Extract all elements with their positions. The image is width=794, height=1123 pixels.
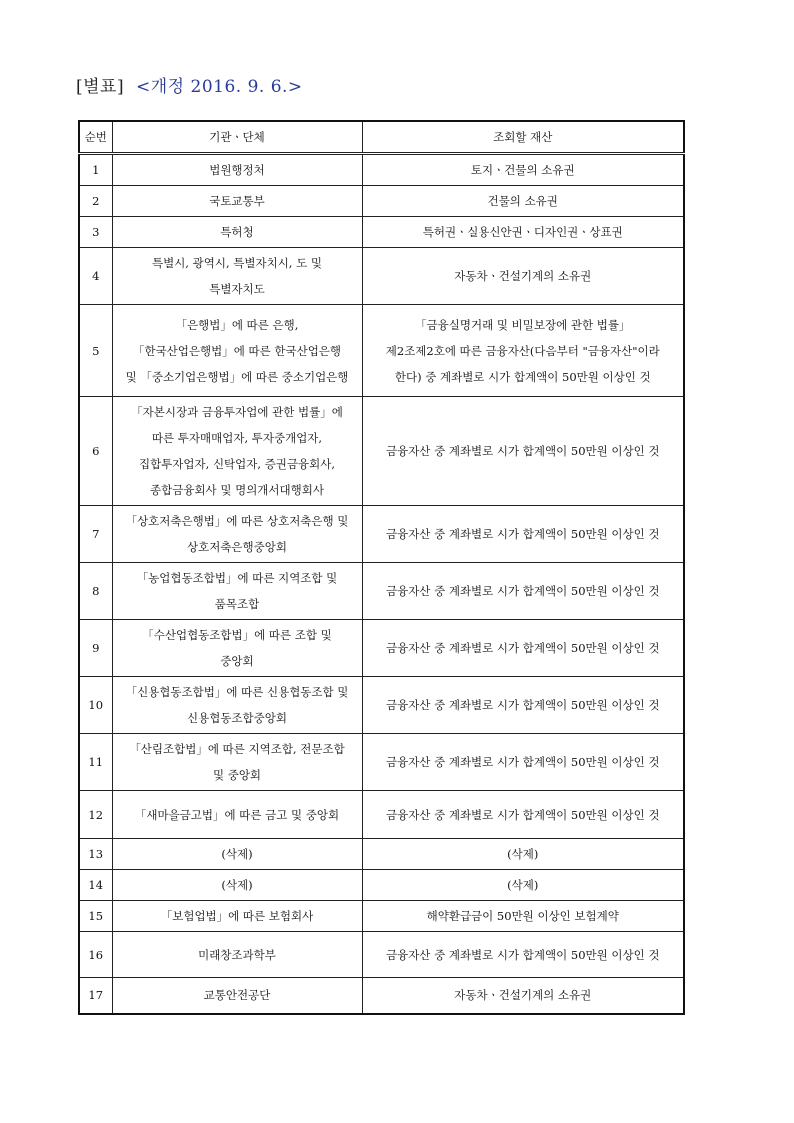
organization-line: 특허청 bbox=[220, 225, 254, 239]
organization-line: 「새마을금고법」에 따른 금고 및 중앙회 bbox=[134, 807, 340, 822]
property-cell bbox=[362, 734, 684, 791]
organization-line: 품목조합 bbox=[214, 597, 260, 611]
organization-line: 상호저축은행중앙회 bbox=[187, 540, 287, 554]
property-line: 금융자산 중 계좌별로 시가 합계액이 50만원 이상인 것 bbox=[385, 755, 660, 769]
organization-line: (삭제) bbox=[221, 847, 253, 861]
table-row bbox=[79, 839, 684, 870]
row-number: 1 bbox=[79, 154, 112, 186]
organization-line: 특별시, 광역시, 특별자치시, 도 및 bbox=[151, 256, 322, 270]
organization-line: 「농업협동조합법」에 따른 지역조합 및 bbox=[136, 571, 338, 585]
amendment-date: <개정 2016. 9. 6.> bbox=[136, 77, 303, 97]
property-line: (삭제) bbox=[507, 878, 539, 892]
property-line: 제2조제2호에 따른 금융자산(다음부터 "금융자산"이라 bbox=[385, 343, 660, 358]
row-number: 8 bbox=[79, 563, 112, 620]
property-cell bbox=[362, 217, 684, 248]
table-row bbox=[79, 248, 684, 305]
property-cell bbox=[362, 791, 684, 839]
organization-line: 특별자치도 bbox=[209, 282, 265, 296]
organization-line: 법원행정처 bbox=[209, 163, 265, 177]
property-cell bbox=[362, 677, 684, 734]
property-line: 「금융실명거래 및 비밀보장에 관한 법률」 bbox=[415, 317, 631, 332]
row-number: 7 bbox=[79, 506, 112, 563]
organization-cell bbox=[112, 305, 362, 397]
header-property: 조회할 재산 bbox=[362, 121, 684, 154]
property-line: 자동차ㆍ건설기계의 소유권 bbox=[454, 269, 592, 283]
table-row bbox=[79, 978, 684, 1014]
organization-cell bbox=[112, 901, 362, 932]
organization-cell bbox=[112, 620, 362, 677]
row-number: 14 bbox=[79, 870, 112, 901]
row-number: 17 bbox=[79, 978, 112, 1014]
table-row bbox=[79, 901, 684, 932]
organization-line: 및 중앙회 bbox=[212, 768, 262, 782]
property-line: 해약환급금이 50만원 이상인 보험계약 bbox=[426, 909, 619, 923]
property-line: 금융자산 중 계좌별로 시가 합계액이 50만원 이상인 것 bbox=[385, 527, 660, 541]
table-row bbox=[79, 870, 684, 901]
organization-line: (삭제) bbox=[221, 878, 253, 892]
property-line: 금융자산 중 계좌별로 시가 합계액이 50만원 이상인 것 bbox=[385, 807, 660, 822]
organization-cell bbox=[112, 791, 362, 839]
organization-line: 「보험업법」에 따른 보험회사 bbox=[160, 909, 314, 923]
organization-cell bbox=[112, 397, 362, 506]
property-line: 토지ㆍ건물의 소유권 bbox=[470, 163, 575, 177]
table-row bbox=[79, 506, 684, 563]
property-line: 금융자산 중 계좌별로 시가 합계액이 50만원 이상인 것 bbox=[385, 947, 660, 962]
organization-line: 국토교통부 bbox=[209, 194, 265, 208]
row-number: 10 bbox=[79, 677, 112, 734]
organization-line: 따른 투자매매업자, 투자중개업자, bbox=[151, 431, 323, 445]
row-number: 6 bbox=[79, 397, 112, 506]
property-cell bbox=[362, 901, 684, 932]
row-number: 2 bbox=[79, 186, 112, 217]
row-number: 9 bbox=[79, 620, 112, 677]
row-number: 4 bbox=[79, 248, 112, 305]
property-cell bbox=[362, 248, 684, 305]
organization-cell bbox=[112, 506, 362, 563]
table-row bbox=[79, 563, 684, 620]
table-row bbox=[79, 620, 684, 677]
header-number: 순번 bbox=[79, 121, 112, 154]
organization-cell bbox=[112, 734, 362, 791]
property-line: 금융자산 중 계좌별로 시가 합계액이 50만원 이상인 것 bbox=[385, 641, 660, 655]
table-row bbox=[79, 186, 684, 217]
table-row bbox=[79, 932, 684, 978]
table-row bbox=[79, 677, 684, 734]
organization-line: 「한국산업은행법」에 따른 한국산업은행 bbox=[132, 343, 342, 358]
organization-cell bbox=[112, 217, 362, 248]
property-cell bbox=[362, 978, 684, 1014]
organization-line: 「은행법」에 따른 은행, bbox=[175, 317, 299, 332]
organization-cell bbox=[112, 870, 362, 901]
organization-cell bbox=[112, 154, 362, 186]
organization-line: 집합투자업자, 신탁업자, 증권금융회사, bbox=[138, 457, 336, 471]
appendix-table bbox=[78, 120, 685, 1015]
table-row bbox=[79, 154, 684, 186]
header-organization: 기관ㆍ단체 bbox=[112, 121, 362, 154]
row-number: 15 bbox=[79, 901, 112, 932]
property-cell bbox=[362, 397, 684, 506]
property-line: 금융자산 중 계좌별로 시가 합계액이 50만원 이상인 것 bbox=[385, 698, 660, 712]
property-cell bbox=[362, 506, 684, 563]
organization-cell bbox=[112, 932, 362, 978]
property-cell bbox=[362, 305, 684, 397]
organization-line: 종합금융회사 및 명의개서대행회사 bbox=[150, 483, 324, 497]
table-row bbox=[79, 734, 684, 791]
row-number: 5 bbox=[79, 305, 112, 397]
organization-line: 및 「중소기업은행법」에 따른 중소기업은행 bbox=[125, 369, 349, 384]
property-cell bbox=[362, 154, 684, 186]
row-number: 12 bbox=[79, 791, 112, 839]
organization-line: 중앙회 bbox=[220, 654, 254, 668]
appendix-title: [별표] bbox=[76, 77, 125, 97]
organization-line: 「산림조합법」에 따른 지역조합, 전문조합 bbox=[129, 742, 345, 756]
organization-cell bbox=[112, 186, 362, 217]
property-line: (삭제) bbox=[507, 847, 539, 861]
table-row bbox=[79, 397, 684, 506]
table-row bbox=[79, 791, 684, 839]
property-line: 건물의 소유권 bbox=[487, 194, 558, 208]
property-cell bbox=[362, 563, 684, 620]
row-number: 11 bbox=[79, 734, 112, 791]
table-row bbox=[79, 305, 684, 397]
property-cell bbox=[362, 839, 684, 870]
property-line: 특허권ㆍ실용신안권ㆍ디자인권ㆍ상표권 bbox=[422, 225, 623, 239]
organization-line: 「상호저축은행법」에 따른 상호저축은행 및 bbox=[125, 514, 349, 528]
property-cell bbox=[362, 620, 684, 677]
table-row bbox=[79, 217, 684, 248]
organization-cell bbox=[112, 677, 362, 734]
organization-line: 신용협동조합중앙회 bbox=[187, 711, 287, 725]
appendix-heading bbox=[76, 72, 303, 97]
property-line: 자동차ㆍ건설기계의 소유권 bbox=[454, 988, 592, 1003]
organization-line: 교통안전공단 bbox=[203, 988, 271, 1003]
organization-cell bbox=[112, 248, 362, 305]
row-number: 3 bbox=[79, 217, 112, 248]
organization-cell bbox=[112, 978, 362, 1014]
organization-line: 미래창조과학부 bbox=[198, 947, 276, 962]
organization-line: 「자본시장과 금융투자업에 관한 법률」에 bbox=[131, 405, 343, 419]
row-number: 13 bbox=[79, 839, 112, 870]
organization-line: 「수산업협동조합법」에 따른 조합 및 bbox=[142, 628, 332, 642]
property-line: 금융자산 중 계좌별로 시가 합계액이 50만원 이상인 것 bbox=[385, 444, 660, 458]
property-cell bbox=[362, 186, 684, 217]
property-line: 한다) 중 계좌별로 시가 합계액이 50만원 이상인 것 bbox=[394, 369, 651, 384]
property-cell bbox=[362, 932, 684, 978]
property-line: 금융자산 중 계좌별로 시가 합계액이 50만원 이상인 것 bbox=[385, 584, 660, 598]
table-header-row bbox=[79, 121, 684, 154]
property-cell bbox=[362, 870, 684, 901]
organization-cell bbox=[112, 839, 362, 870]
organization-line: 「신용협동조합법」에 따른 신용협동조합 및 bbox=[125, 685, 349, 699]
row-number: 16 bbox=[79, 932, 112, 978]
organization-cell bbox=[112, 563, 362, 620]
